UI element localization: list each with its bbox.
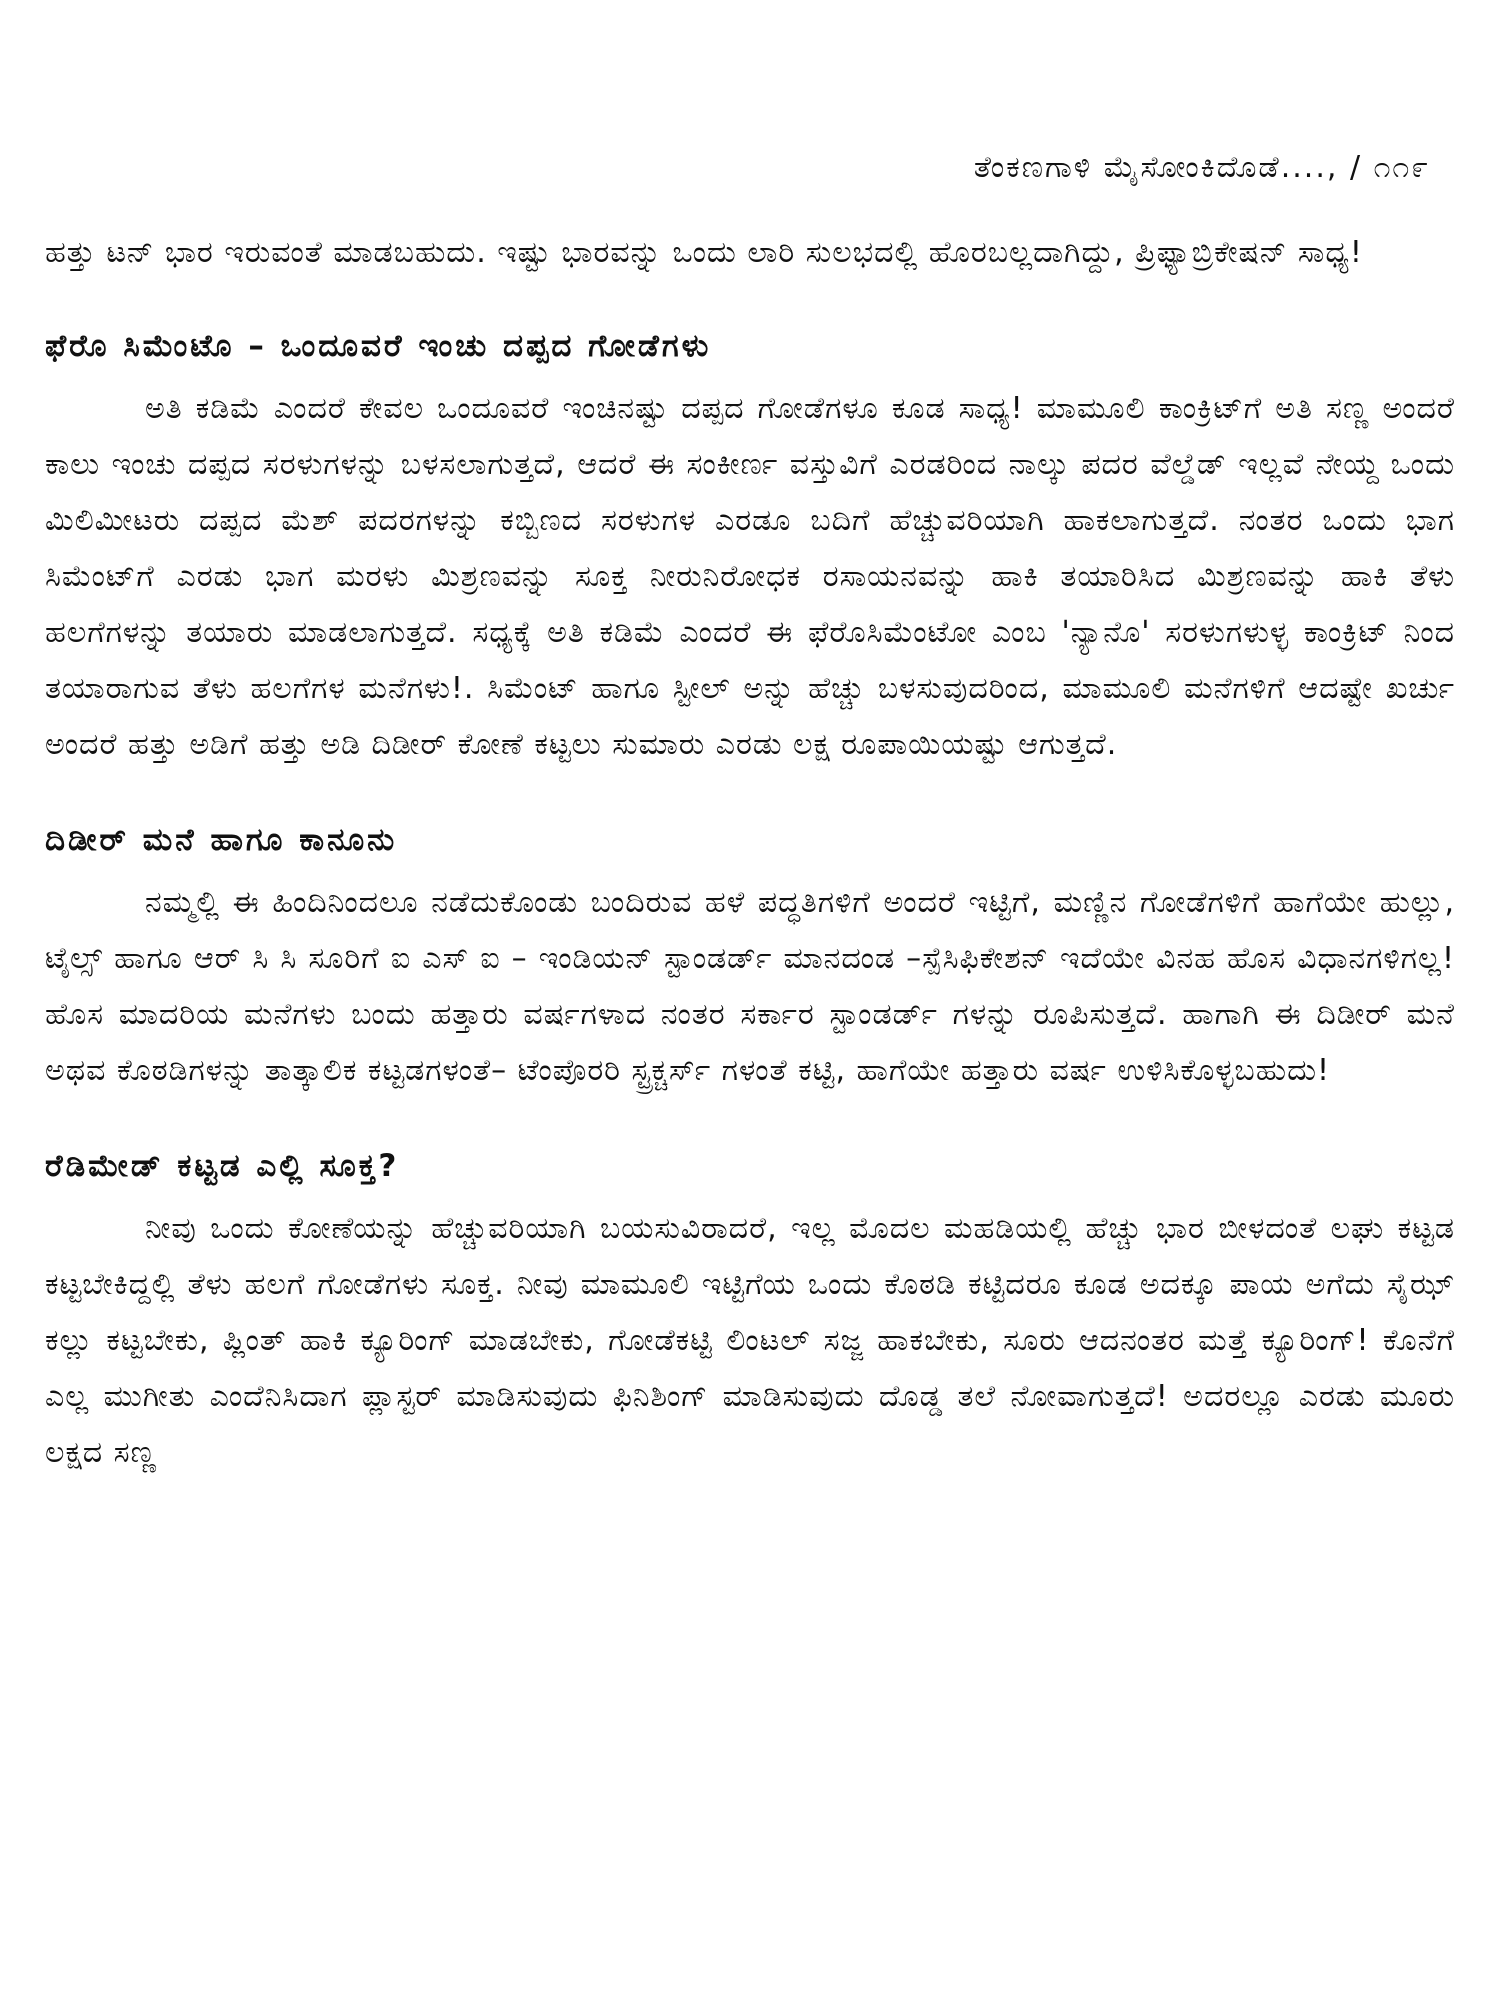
section-heading: ಫೆರೊ ಸಿಮೆಂಟೊ – ಒಂದೂವರೆ ಇಂಚು ದಪ್ಪದ ಗೋಡೆಗಳು — [45, 328, 712, 364]
spacer — [45, 773, 1455, 815]
spacer — [45, 1099, 1455, 1141]
section-paragraph: ಅತಿ ಕಡಿಮೆ ಎಂದರೆ ಕೇವಲ ಒಂದೂವರೆ ಇಂಚಿನಷ್ಟು ದಪ್ಪದ ಗೋಡೆಗಳೂ ಕೂಡ ಸಾಧ್ಯ! ಮಾಮೂಲಿ ಕಾಂಕ್ರಿಟ್‌ಗೆ ಅತಿ ಸಣ್ಣ ಅಂದರೆ ಕಾಲು ಇಂಚು ದಪ್ಪದ ಸರಳುಗಳನ್ನು ಬಳಸಲಾಗುತ್ತದೆ, ಆದರೆ ಈ ಸಂಕೀರ್ಣ ವಸ್ತುವಿಗೆ ಎರಡರಿಂದ ನಾಲ್ಕು ಪದರ ವೆಲ್ಡೆಡ್ ಇಲ್ಲವೆ ನೇಯ್ದ ಒಂದು ಮಿಲಿಮೀಟರು ದಪ್ಪದ ಮೆಶ್ ಪದರಗಳನ್ನು ಕಬ್ಬಿಣದ ಸರಳುಗಳ ಎರಡೂ ಬದಿಗೆ ಹೆಚ್ಚುವರಿಯಾಗಿ ಹಾಕಲಾಗುತ್ತದೆ. ನಂತರ ಒಂದು ಭಾಗ ಸಿಮೆಂಟ್‌ಗೆ ಎರಡು ಭಾಗ ಮರಳು ಮಿಶ್ರಣವನ್ನು ಸೂಕ್ತ ನೀರುನಿರೋಧಕ ರಸಾಯನವನ್ನು ಹಾಕಿ ತಯಾರಿಸಿದ ಮಿಶ್ರಣವನ್ನು ಹಾಕಿ ತೆಳು ಹಲಗೆಗಳನ್ನು ತಯಾರು ಮಾಡಲಾಗುತ್ತದೆ. ಸಧ್ಯಕ್ಕೆ ಅತಿ ಕಡಿಮೆ ಎಂದರೆ ಈ ಫೆರೊಸಿಮೆಂಟೋ ಎಂಬ 'ನ್ಯಾನೊ' ಸರಳುಗಳುಳ್ಳ ಕಾಂಕ್ರಿಟ್ ನಿಂದ ತಯಾರಾಗುವ ತೆಳು ಹಲಗೆಗಳ ಮನೆಗಳು!. ಸಿಮೆಂಟ್ ಹಾಗೂ ಸ್ಟೀಲ್ ಅನ್ನು ಹೆಚ್ಚು ಬಳಸುವುದರಿಂದ, ಮಾಮೂಲಿ ಮನೆಗಳಿಗೆ ಆದಷ್ಟೇ ಖರ್ಚು ಅಂದರೆ ಹತ್ತು ಅಡಿಗೆ ಹತ್ತು ಅಡಿ ದಿಡೀರ್ ಕೋಣೆ ಕಟ್ಟಲು ಸುಮಾರು ಎರಡು ಲಕ್ಷ ರೂಪಾಯಿಯಷ್ಟು ಆಗುತ್ತದೆ. — [45, 391, 1455, 762]
section-heading: ದಿಡೀರ್ ಮನೆ ಹಾಗೂ ಕಾನೂನು — [45, 822, 398, 858]
section-paragraph: ನಮ್ಮಲ್ಲಿ ಈ ಹಿಂದಿನಿಂದಲೂ ನಡೆದುಕೊಂಡು ಬಂದಿರುವ ಹಳೆ ಪದ್ಧತಿಗಳಿಗೆ ಅಂದರೆ ಇಟ್ಟಿಗೆ, ಮಣ್ಣಿನ ಗೋಡೆಗಳಿಗೆ ಹಾಗೆಯೇ ಹುಲ್ಲು, ಟೈಲ್ಸ್ ಹಾಗೂ ಆರ್ ಸಿ ಸಿ ಸೂರಿಗೆ ಐ ಎಸ್ ಐ – ಇಂಡಿಯನ್ ಸ್ಟಾಂಡರ್ಡ್ ಮಾನದಂಡ –ಸ್ಪೆಸಿಫಿಕೇಶನ್ ಇದೆಯೇ ವಿನಹ ಹೊಸ ವಿಧಾನಗಳಿಗಲ್ಲ! ಹೊಸ ಮಾದರಿಯ ಮನೆಗಳು ಬಂದು ಹತ್ತಾರು ವರ್ಷಗಳಾದ ನಂತರ ಸರ್ಕಾರ ಸ್ಟಾಂಡರ್ಡ್ ಗಳನ್ನು ರೂಪಿಸುತ್ತದೆ. ಹಾಗಾಗಿ ಈ ದಿಡೀರ್ ಮನೆ ಅಥವ ಕೊಠಡಿಗಳನ್ನು ತಾತ್ಕಾಲಿಕ ಕಟ್ಟಡಗಳಂತೆ– ಟೆಂಪೊರರಿ ಸ್ಟ್ರಕ್ಚರ್ಸ್ ಗಳಂತೆ ಕಟ್ಟಿ, ಹಾಗೆಯೇ ಹತ್ತಾರು ವರ್ಷ ಉಳಿಸಿಕೊಳ್ಳಬಹುದು! — [45, 885, 1455, 1088]
section-paragraph: ನೀವು ಒಂದು ಕೋಣೆಯನ್ನು ಹೆಚ್ಚುವರಿಯಾಗಿ ಬಯಸುವಿರಾದರೆ, ಇಲ್ಲ ಮೊದಲ ಮಹಡಿಯಲ್ಲಿ ಹೆಚ್ಚು ಭಾರ ಬೀಳದಂತೆ ಲಘು ಕಟ್ಟಡ ಕಟ್ಟಬೇಕಿದ್ದಲ್ಲಿ ತೆಳು ಹಲಗೆ ಗೋಡೆಗಳು ಸೂಕ್ತ. ನೀವು ಮಾಮೂಲಿ ಇಟ್ಟಿಗೆಯ ಒಂದು ಕೊಠಡಿ ಕಟ್ಟಿದರೂ ಕೂಡ ಅದಕ್ಕೂ ಪಾಯ ಅಗೆದು ಸೈಝ್ ಕಲ್ಲು ಕಟ್ಟಬೇಕು, ಪ್ಲಿಂತ್ ಹಾಕಿ ಕ್ಯೂರಿಂಗ್ ಮಾಡಬೇಕು, ಗೋಡೆಕಟ್ಟಿ ಲಿಂಟಲ್ ಸಜ್ಜ ಹಾಕಬೇಕು, ಸೂರು ಆದನಂತರ ಮತ್ತೆ ಕ್ಯೂರಿಂಗ್! ಕೊನೆಗೆ ಎಲ್ಲ ಮುಗೀತು ಎಂದೆನಿಸಿದಾಗ ಪ್ಲಾಸ್ಟರ್ ಮಾಡಿಸುವುದು ಫಿನಿಶಿಂಗ್ ಮಾಡಿಸುವುದು ದೊಡ್ಡ ತಲೆ ನೋವಾಗುತ್ತದೆ! ಅದರಲ್ಲೂ ಎರಡು ಮೂರು ಲಕ್ಷದ ಸಣ್ಣ — [45, 1211, 1455, 1470]
section-readymade-building — [45, 1141, 1455, 1481]
running-header: ತೆಂಕಣಗಾಳಿ ಮೈಸೋಂಕಿದೊಡೆ...., / ೧೧೯ — [973, 150, 1430, 185]
section-instant-house-law — [45, 815, 1455, 1099]
section-heading: ರೆಡಿಮೇಡ್ ಕಟ್ಟಡ ಎಲ್ಲಿ ಸೂಕ್ತ? — [45, 1148, 400, 1184]
intro-paragraph: ಹತ್ತು ಟನ್ ಭಾರ ಇರುವಂತೆ ಮಾಡಬಹುದು. ಇಷ್ಟು ಭಾರವನ್ನು ಒಂದು ಲಾರಿ ಸುಲಭದಲ್ಲಿ ಹೊರಬಲ್ಲದಾಗಿದ್ದು, ಪ್ರಿಫ್ಯಾಬ್ರಿಕೇಷನ್ ಸಾಧ್ಯ! — [45, 235, 1363, 270]
spacer — [45, 281, 1455, 321]
section-ferro-cement — [45, 321, 1455, 773]
